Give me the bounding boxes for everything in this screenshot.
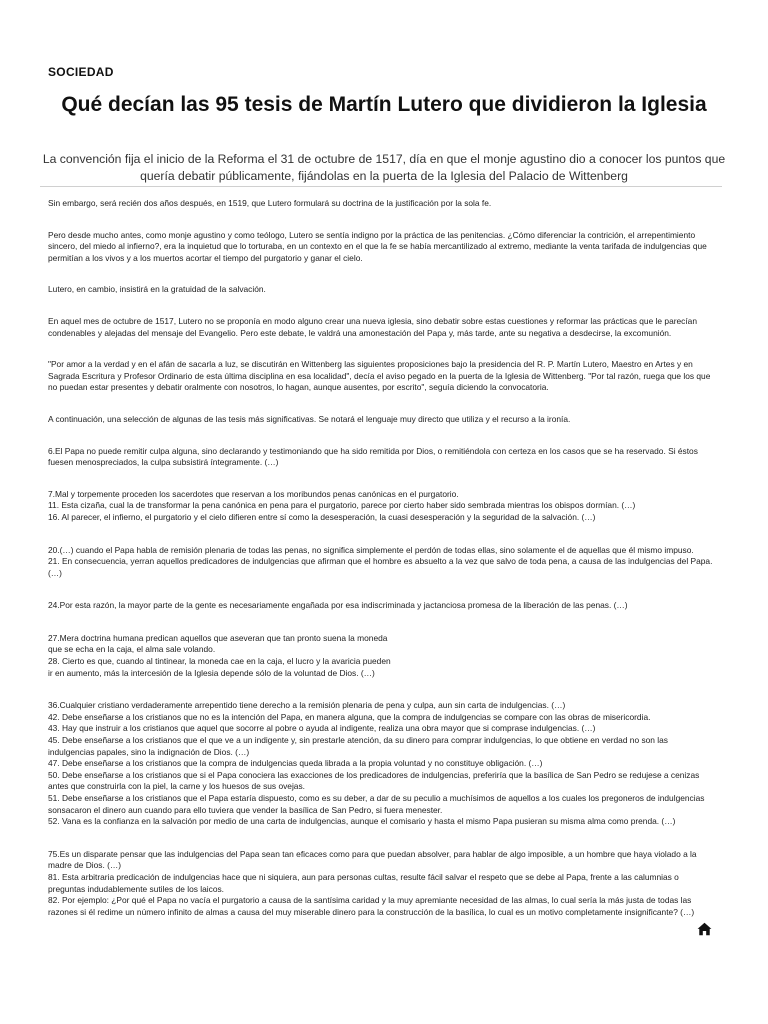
thesis-item: ir en aumento, más la intercesión de la Iglesia depende sólo de la voluntad de Dios. (…) [48,667,375,678]
article-subtitle: La convención fija el inicio de la Reforma el 31 de octubre de 1517, día en que el monje agustino dio a conocer los puntos que quería debatir públicamente, fijándolas en la puerta de la Iglesia del Palacio de Wittenberg [42,152,726,183]
thesis-item: 21. En consecuencia, yerran aquellos predicadores de indulgencias que afirman que el hombre es absuelto a la vez que salvo de toda pena, a causa de las indulgencias del Papa. (…) [48,556,713,578]
thesis-item: 81. Esta arbitraria predicación de indulgencias hace que ni siquiera, aun para personas cultas, resulte fácil salvar el respeto que se debe al Papa, frente a las calumnias o preguntas indudablemente sutiles de los laicos. [48,871,679,894]
thesis-item: 7.Mal y torpemente proceden los sacerdotes que reservan a los moribundos penas canónicas en el purgatorio. [48,488,459,499]
thesis-item: 20.(…) cuando el Papa habla de remisión plenaria de todas las penas, no significa simplemente el perdón de todas ellas, sino solamente el de aquellas que él mismo impuso. [48,544,694,555]
thesis-item: 24.Por esta razón, la mayor parte de la gente es necesariamente engañada por esa indiscriminada y jactanciosa promesa de la liberación de las penas. (…) [48,600,628,611]
thesis-item: 27.Mera doctrina humana predican aquellos que aseveran que tan pronto suena la moneda [48,632,388,643]
paragraph: "Por amor a la verdad y en el afán de sacarla a luz, se discutirán en Wittenberg las siguientes proposiciones bajo la presidencia del R. P. Martín Lutero, Maestro en Artes y en Sagrada Escritura y Profesor Ordinario de esta última disciplina en esa localidad", decía el aviso pegado en la puerta de la Iglesia de Wittenberg. "Por tal razón, ruega que los que no puedan estar presentes y debatir oralmente con nosotros, lo hagan, aunque ausentes, por escrito", seguía diciendo la convocatoria. [48,359,711,393]
thesis-item: 47. Debe enseñarse a los cristianos que la compra de indulgencias queda librada a la propia voluntad y no constituye obligación. (…) [48,758,543,769]
paragraph: Pero desde mucho antes, como monje agustino y como teólogo, Lutero se sentía indigno por la práctica de las penitencias. ¿Cómo diferenciar la contrición, el arrepentimiento sincero, del miedo al infierno?, era la inquietud que lo torturaba, en un contexto en el que la fe se había mercantilizado al extremo, mediante la venta tarifada de indulgencias que permitían a los vivos y a los muertos acortar el tiempo del purgatorio y ganar el cielo. [48,229,707,263]
paragraph: Lutero, en cambio, insistirá en la gratuidad de la salvación. [48,284,266,295]
thesis-item: 16. Al parecer, el infierno, el purgatorio y el cielo difieren entre sí como la desesperación, la cuasi desesperación y la seguridad de la salvación. (…) [48,511,596,522]
thesis-item: 36.Cualquier cristiano verdaderamente arrepentido tiene derecho a la remisión plenaria de pena y culpa, aun sin carta de indulgencias. (…) [48,700,566,711]
header-divider [40,186,722,187]
thesis-group [48,489,716,524]
paragraph: 6.El Papa no puede remitir culpa alguna, sino declarando y testimoniando que ha sido remitida por Dios, o remitiéndola con certeza en los casos que se ha reservado. Si éstos fuesen menospreciados, la culpa subsistirá íntegramente. (…) [48,445,698,468]
home-icon[interactable] [697,922,712,936]
thesis-group [48,545,716,580]
article-title: Qué decían las 95 tesis de Martín Lutero que dividieron la Iglesia [61,93,707,116]
thesis-item: 28. Cierto es que, cuando al tintinear, la moneda cae en la caja, el lucro y la avaricia pueden [48,656,391,667]
section-label[interactable]: SOCIEDAD [48,65,114,79]
thesis-item: 82. Por ejemplo: ¿Por qué el Papa no vacía el purgatorio a causa de la santísima caridad y la muy apremiante necesidad de las almas, lo cual sería la más justa de todas las razones si él redime un número infinito de almas a causa del muy miserable dinero para la construcción de la basílica, lo cual es un motivo completamente insignificante? (…) [48,895,695,917]
thesis-item: 50. Debe enseñarse a los cristianos que si el Papa conociera las exacciones de los predicadores de indulgencias, preferiría que la basílica de San Pedro se redujese a cenizas antes que construirla con la piel, la carne y los huesos de sus ovejas. [48,769,700,792]
thesis-group [48,700,716,828]
thesis-item: 45. Debe enseñarse a los cristianos que el que ve a un indigente y, sin prestarle atención, da su dinero para comprar indulgencias, lo que obtiene en verdad no son las indulgencias papales, sino la indignación de Dios. (…) [48,735,668,757]
thesis-item: 52. Vana es la confianza en la salvación por medio de una carta de indulgencias, aunque el comisario y hasta el mismo Papa pusieran su misma alma como prenda. (…) [48,816,676,827]
paragraph: A continuación, una selección de algunas de las tesis más significativas. Se notará el lenguaje muy directo que utiliza y el recurso a la ironía. [48,413,571,424]
thesis-item: que se echa en la caja, el alma sale volando. [48,644,216,655]
paragraph: Sin embargo, será recién dos años después, en 1519, que Lutero formulará su doctrina de la justificación por la sola fe. [48,198,492,208]
thesis-item: 11. Esta cizaña, cual la de transformar la pena canónica en pena para el purgatorio, parece por cierto haber sido sembrada mientras los obispos dormían. (…) [48,500,636,511]
thesis-group [48,849,716,919]
thesis-group [48,633,716,679]
article-body [48,198,716,939]
thesis-group [48,600,716,612]
thesis-item: 51. Debe enseñarse a los cristianos que el Papa estaría dispuesto, como es su deber, a dar de su peculio a muchísimos de aquellos a los cuales los pregoneros de indulgencias sonsacaron el dinero aun cuando para ello tuviera que vender la basílica de San Pedro, si fuera menester. [48,793,705,815]
paragraph: En aquel mes de octubre de 1517, Lutero no se proponía en modo alguno crear una nueva iglesia, sino debatir sobre estas cuestiones y reformar las prácticas que le parecían condenables y alejadas del mensaje del Evangelio. Pero este debate, le valdrá una amonestación del Papa y, más tarde, ante su negativa a desdecirse, la excomunión. [48,315,697,338]
thesis-item: 75.Es un disparate pensar que las indulgencias del Papa sean tan eficaces como para que puedan absolver, para hablar de algo imposible, a un hombre que haya violado a la madre de Dios. (…) [48,848,697,871]
thesis-item: 42. Debe enseñarse a los cristianos que no es la intención del Papa, en manera alguna, que la compra de indulgencias se compare con las obras de misericordia. [48,711,651,722]
thesis-item: 43. Hay que instruir a los cristianos que aquel que socorre al pobre o ayuda al indigente, realiza una obra mayor que si comprase indulgencias. (…) [48,723,596,734]
